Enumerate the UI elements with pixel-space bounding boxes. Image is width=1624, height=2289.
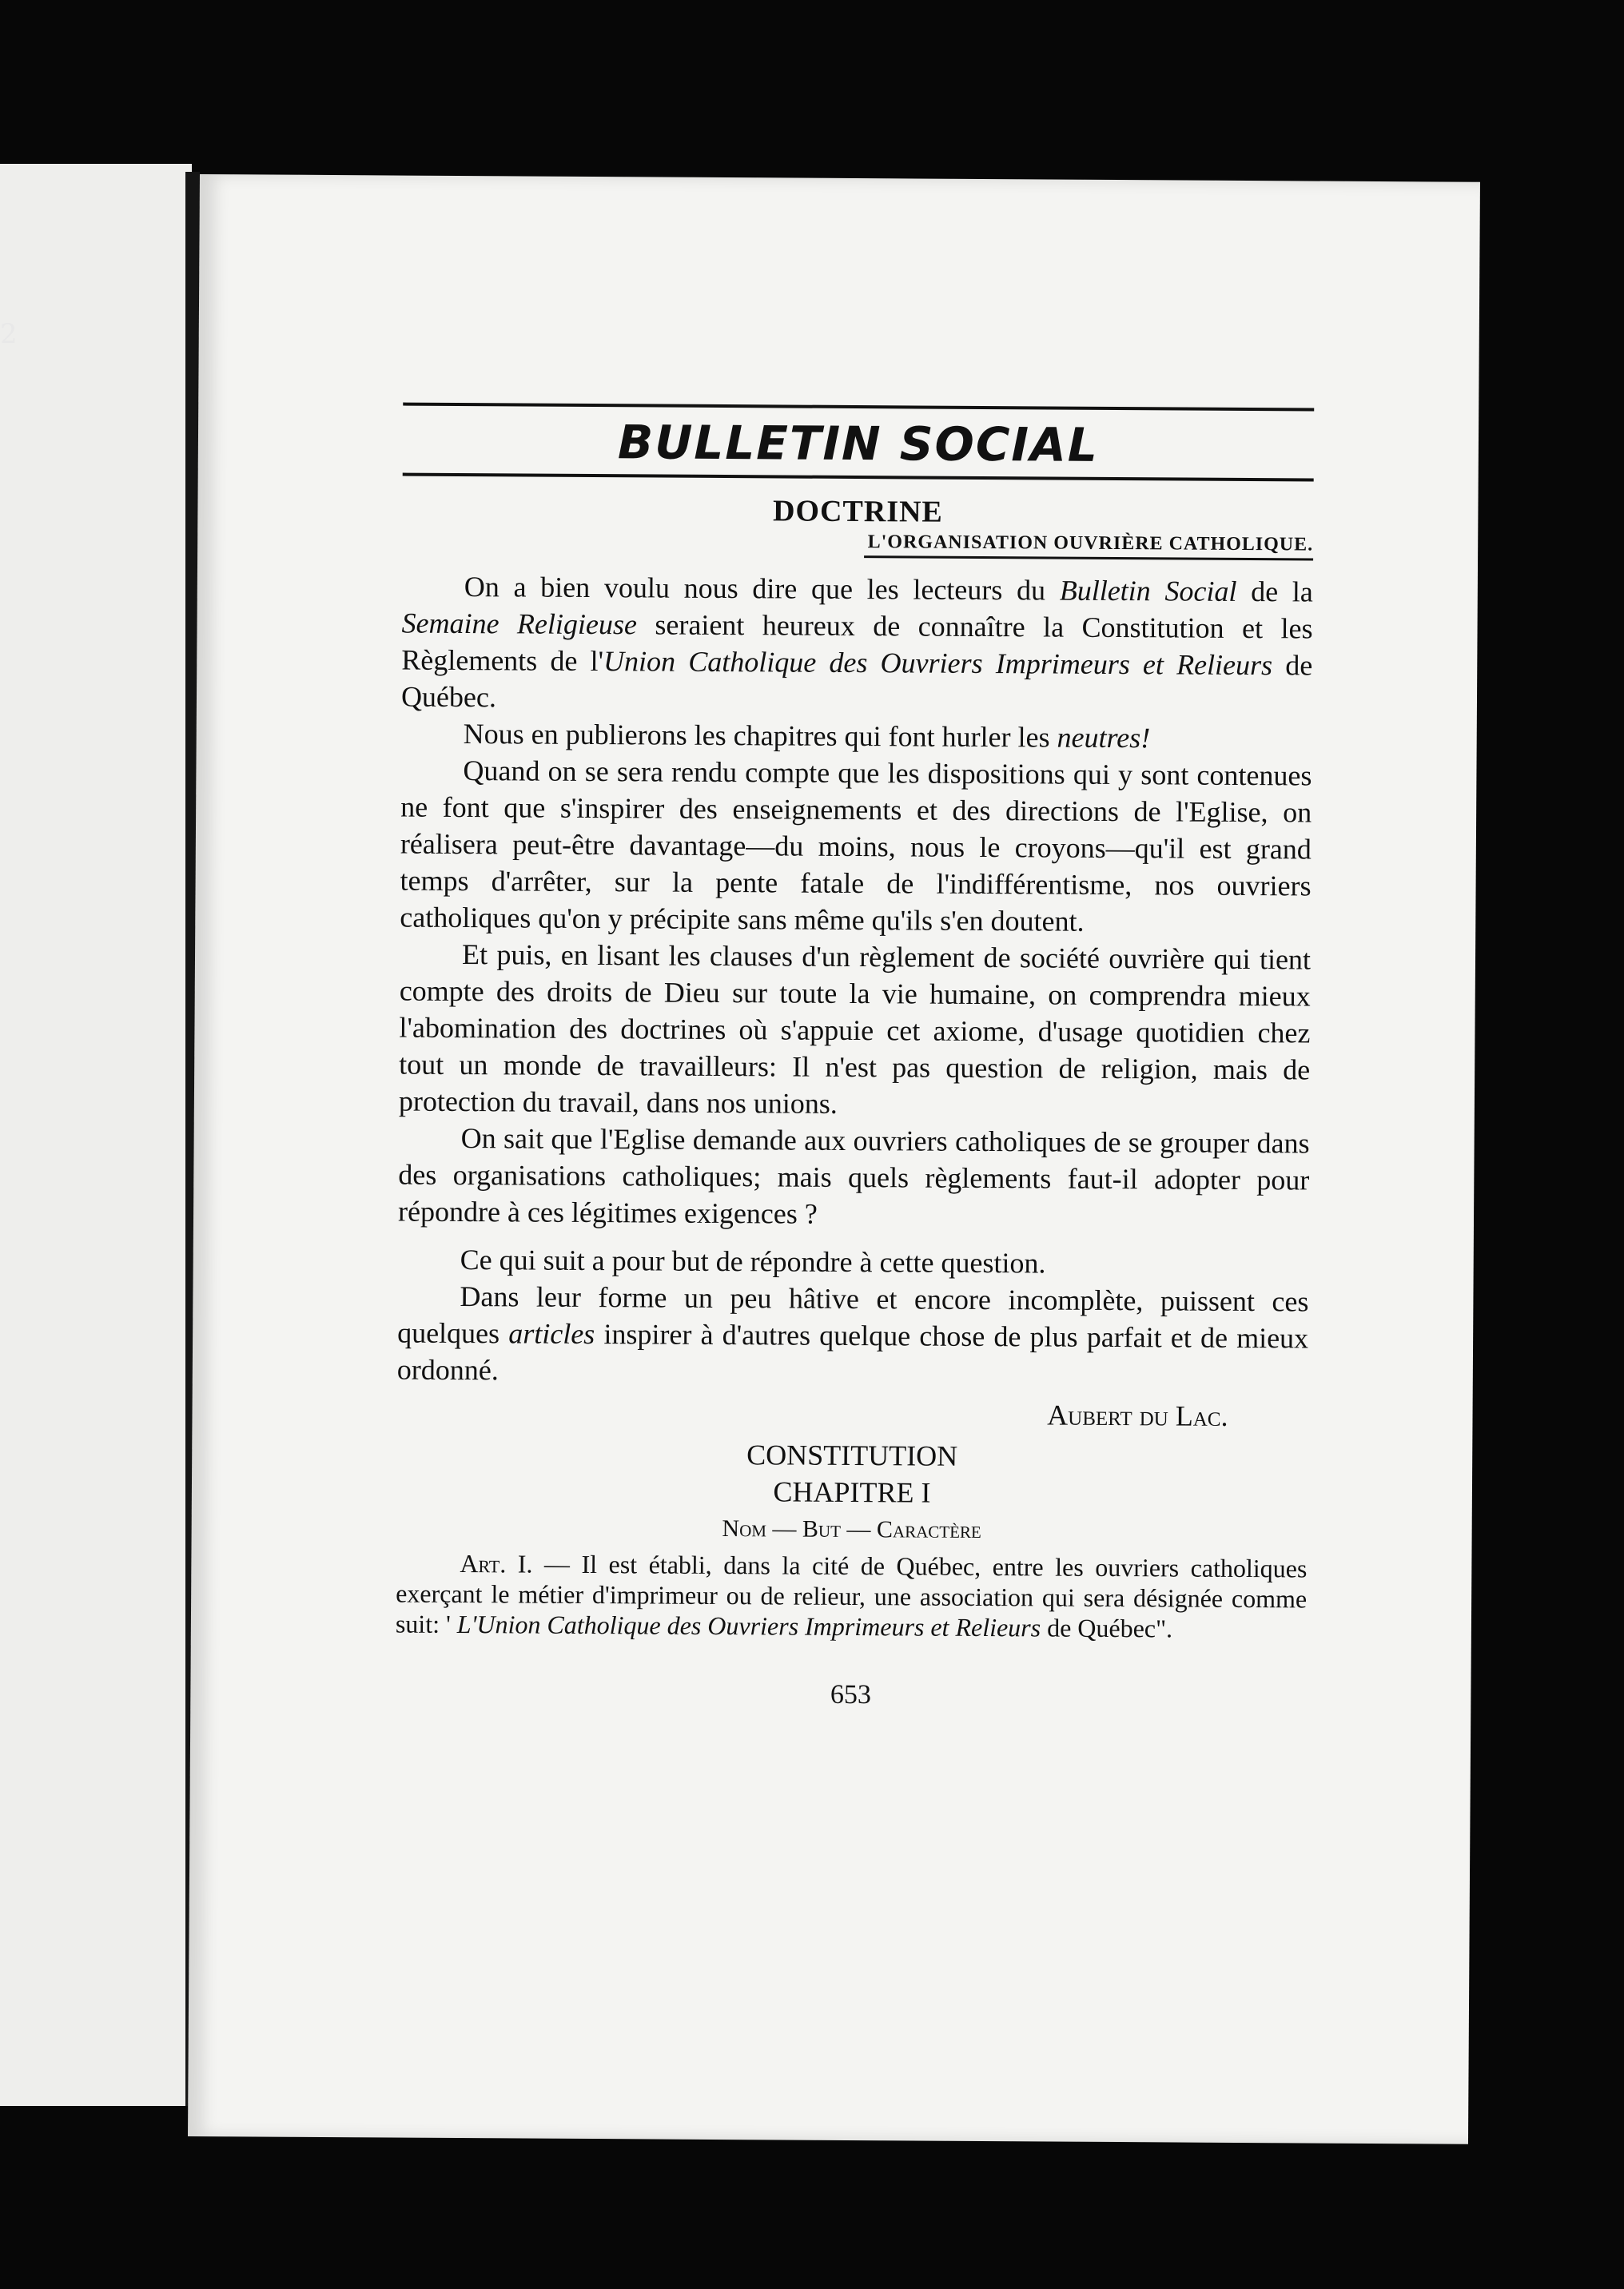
- author-signature: Aubert du Lac.: [1047, 1399, 1228, 1432]
- article-1: Art. I. — Il est établi, dans la cité de Québec, entre les ouvriers catholiques exerçant le métier d'imprimeur ou de relieur, une association qui sera désignée comme suit: ' L'Union Catholique des Ouvriers Imprimeurs et Relieurs de Québec".: [395, 1549, 1308, 1643]
- left-page-number-fragment: 2: [0, 318, 18, 350]
- intro-paragraph-6: Ce qui suit a pour but de répondre à cette question.: [460, 1244, 1046, 1280]
- bulletin-title: BULLETIN SOCIAL: [617, 415, 1100, 472]
- page-number: 653: [830, 1679, 872, 1710]
- chapter-heading: CHAPITRE I: [773, 1475, 931, 1509]
- left-facing-page: [0, 164, 192, 2106]
- intro-paragraph-3: Quand on se sera rendu compte que les dispositions qui y sont contenues ne font que s'inspirer des enseignements et des directions de l'Eglise, on réalisera peut-être davantage—du moins, nous le croyons—qu'il est grand temps d'arrêter, sur la pente fatale de l'indifférentisme, nos ouvriers catholiques qu'on y précipite sans même qu'ils s'en doutent.: [400, 754, 1312, 937]
- intro-paragraph-5: On sait que l'Eglise demande aux ouvriers catholiques de se grouper dans des organisations catholiques; mais quels règlements faut-il adopter pour répondre à ces légitimes exigences ?: [397, 1122, 1310, 1230]
- intro-paragraph-7: Dans leur forme un peu hâtive et encore incomplète, puissent ces quelques articles inspirer à d'autres quelque chose de plus parfait et de mieux ordonné.: [396, 1280, 1309, 1387]
- section-heading: DOCTRINE: [772, 494, 943, 529]
- top-rule: [403, 403, 1314, 412]
- intro-paragraph-1: On a bien voulu nous dire que les lecteurs du Bulletin Social de la Semaine Religieuse seraient heureux de connaître la Constitution et les Règlements de l'Union Catholique des Ouvriers Imprimeurs et Relieurs de Québec.: [400, 571, 1313, 714]
- subsection-wrap: [402, 529, 1313, 561]
- chapter-subtitle: Nom — But — Caractère: [722, 1515, 981, 1544]
- intro-paragraph-2: Nous en publierons les chapitres qui font hurler les neutres!: [463, 718, 1151, 754]
- page-content: [395, 403, 1314, 1714]
- intro-body: [397, 568, 1313, 1394]
- intro-paragraph-4: Et puis, en lisant les clauses d'un règlement de société ouvrière qui tient compte des droits de Dieu sur toute la vie humaine, on comprendra mieux l'abomination des doctrines où s'appuie cet axiome, d'usage quotidien chez tout un monde de travailleurs: Il n'est pas question de religion, mais de protection du travail, dans nos unions.: [398, 938, 1312, 1120]
- document-page: [188, 174, 1480, 2144]
- subsection-heading: L'ORGANISATION OUVRIÈRE CATHOLIQUE.: [865, 531, 1314, 560]
- constitution-heading: CONSTITUTION: [746, 1439, 958, 1472]
